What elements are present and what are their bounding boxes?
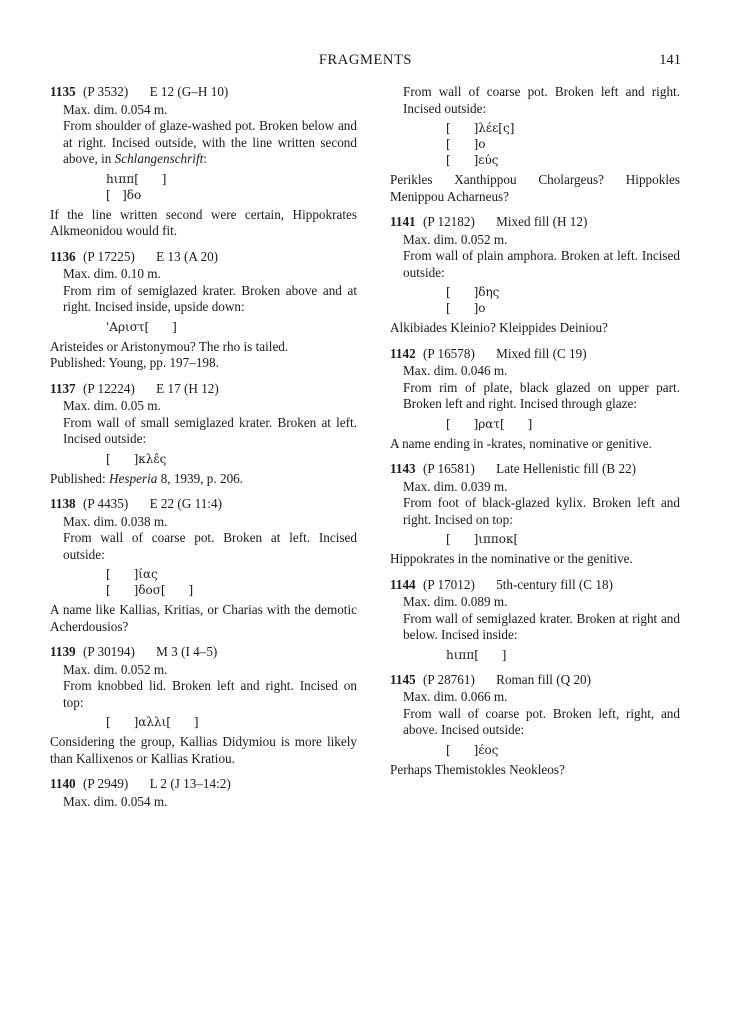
catalogue-entry-1143: [390, 461, 680, 568]
inscription: [390, 120, 680, 168]
commentary: A name like Kallias, Kritias, or Charias with the demotic Acherdousios?: [50, 602, 357, 634]
description-text: From shoulder of glaze-washed pot. Broken below and at right. Incised outside, with the line written second above, in: [63, 118, 357, 166]
publication-prefix: Published:: [50, 470, 109, 486]
description: From wall of semiglazed krater. Broken at right and below. Incised inside:: [403, 610, 680, 642]
catalogue-entry-1139: [50, 644, 357, 767]
deposit-location: M 3 (I 4–5): [156, 644, 218, 659]
inventory-number: (P 12182): [422, 214, 475, 229]
commentary: If the line written second were certain, Hippokrates Alkmeonidou would fit.: [50, 206, 357, 238]
page-header: [0, 52, 731, 74]
inscription-line: [ ]δης: [446, 285, 500, 299]
dimension: Max. dim. 0.039 m.: [403, 478, 508, 494]
inscription-line: hιππ[ ]: [106, 171, 167, 186]
catalogue-entry-1141: [390, 214, 680, 337]
inscription-line: [ ]δοσ[ ]: [106, 583, 194, 597]
right-column: [390, 84, 680, 787]
inscription: [50, 451, 357, 467]
dimension: Max. dim. 0.052 m.: [403, 231, 508, 247]
description: From wall of coarse pot. Broken left and right. Incised outside:: [403, 84, 680, 116]
inventory-number: (P 2949): [82, 776, 129, 791]
entry-heading: [50, 381, 357, 398]
catalogue-entry-1136: [50, 249, 357, 372]
description: From foot of black-glazed kylix. Broken left and right. Incised on top:: [403, 495, 680, 527]
commentary: Aristeides or Aristonymou? The rho is tailed.: [50, 338, 289, 354]
running-title: FRAGMENTS: [318, 52, 413, 68]
inscription: [390, 531, 680, 547]
deposit-location: L 2 (J 13–14:2): [149, 776, 231, 791]
inscription: [50, 171, 357, 203]
inventory-number: (P 28761): [422, 671, 475, 687]
publication-reference: [50, 471, 357, 488]
deposit-location: Mixed fill (H 12): [496, 214, 588, 229]
inventory-number: (P 16578): [422, 345, 475, 361]
inscription-line: [ ]λέε[ς]: [446, 121, 515, 135]
publication-reference: Published: Young, pp. 197–198.: [50, 355, 219, 370]
deposit-location: Mixed fill (C 19): [496, 345, 587, 361]
description: From wall of small semiglazed krater. Broken at left. Incised outside:: [63, 414, 357, 446]
entry-heading: [390, 577, 680, 594]
description-end: :: [203, 151, 207, 166]
entry-heading: [50, 644, 357, 661]
dimension: Max. dim. 0.054 m.: [63, 101, 168, 117]
commentary: Hippokrates in the nominative or the genitive.: [390, 551, 633, 566]
inventory-number: (P 30194): [82, 644, 135, 659]
description: From knobbed lid. Broken left and right. Incised on top:: [63, 678, 357, 710]
inscription-line: [ ]έος: [446, 742, 499, 757]
inventory-number: (P 17012): [422, 576, 475, 592]
inscription-line: hιππ[ ]: [446, 647, 507, 662]
entry-number: 1143: [390, 461, 416, 476]
entry-heading: [50, 776, 357, 793]
catalogue-entry-1138: [50, 496, 357, 635]
left-column: [50, 84, 357, 819]
inscription: [390, 742, 680, 758]
inscription-line: [ ]ιπποκ[: [446, 532, 519, 546]
inscription-line: 'Αριστ[ ]: [106, 319, 177, 334]
inscription: [50, 714, 357, 730]
dimension: Max. dim. 0.089 m.: [403, 594, 508, 609]
inscription: [50, 319, 357, 335]
journal-title: Hesperia: [108, 470, 158, 486]
inscription: [390, 416, 680, 432]
inscription: [50, 566, 357, 598]
commentary: Considering the group, Kallias Didymiou is more likely than Kallixenos or Kallias Kratiou.: [50, 734, 357, 766]
deposit-location: 5th-century fill (C 18): [496, 576, 613, 592]
description: From wall of coarse pot. Broken at left. Incised outside:: [63, 530, 357, 562]
inscription-line: [ ]κλε̂ς: [106, 451, 167, 466]
entry-heading: [390, 346, 680, 363]
entry-number: 1139: [50, 644, 76, 659]
catalogue-entry-1145: [390, 672, 680, 779]
inventory-number: (P 4435): [82, 496, 129, 511]
entry-heading: [50, 496, 357, 513]
entry-number: 1138: [50, 496, 76, 511]
catalogue-entry-1140: [50, 776, 357, 810]
deposit-location: Roman fill (Q 20): [496, 671, 592, 687]
deposit-location: Late Hellenistic fill (B 22): [496, 461, 637, 476]
entry-heading: [390, 672, 680, 689]
entry-number: 1140: [50, 776, 76, 791]
catalogue-entry-1142: [390, 346, 680, 453]
catalogue-entry-1137: [50, 381, 357, 488]
entry-number: 1136: [50, 248, 76, 264]
inscription-line: [ ]ο: [446, 137, 486, 151]
inscription-line: [ ]δο: [106, 187, 142, 202]
page-number: 141: [659, 52, 681, 68]
dimension: Max. dim. 0.066 m.: [403, 689, 508, 704]
entry-number: 1137: [50, 380, 76, 396]
commentary: Perikles Xanthippou Cholargeus? Hippokles Menippou Acharneus?: [390, 172, 680, 204]
catalogue-entry-1140-continued: [390, 84, 680, 205]
inventory-number: (P 16581): [422, 461, 475, 476]
inscription-line: [ ]εύς: [446, 153, 499, 167]
script-style: Schlangenschrift: [114, 151, 204, 166]
description: From wall of coarse pot. Broken left, right, and above. Incised outside:: [403, 705, 680, 737]
entry-heading: [50, 249, 357, 266]
inscription-line: [ ]ρατ[ ]: [446, 416, 533, 431]
dimension: Max. dim. 0.054 m.: [63, 793, 168, 809]
entry-number: 1135: [50, 84, 76, 99]
entry-heading: [50, 84, 357, 101]
commentary: Alkibiades Kleinio? Kleippides Deiniou?: [390, 320, 608, 335]
description: From rim of semiglazed krater. Broken above and at right. Incised inside, upside down:: [63, 282, 357, 314]
dimension: Max. dim. 0.046 m.: [403, 363, 508, 378]
inscription: [390, 284, 680, 316]
entry-number: 1141: [390, 214, 416, 229]
inventory-number: (P 17225): [82, 248, 135, 264]
commentary: A name ending in -krates, nominative or genitive.: [390, 435, 652, 451]
deposit-location: E 12 (G–H 10): [149, 84, 229, 99]
inscription-line: [ ]αλλι[ ]: [106, 715, 199, 729]
inventory-number: (P 3532): [82, 84, 129, 99]
description: From wall of plain amphora. Broken at left. Incised outside:: [403, 248, 680, 280]
entry-heading: [390, 461, 680, 478]
entry-number: 1142: [390, 345, 416, 361]
entry-number: 1144: [390, 576, 416, 592]
inventory-number: (P 12224): [82, 380, 135, 396]
entry-number: 1145: [390, 671, 416, 687]
inscription-line: [ ]ο: [446, 301, 486, 315]
deposit-location: E 13 (A 20): [156, 248, 219, 264]
dimension: Max. dim. 0.052 m.: [63, 661, 168, 677]
commentary: Perhaps Themistokles Neokleos?: [390, 761, 565, 777]
description: [50, 118, 357, 168]
publication-suffix: 8, 1939, p. 206.: [157, 470, 244, 486]
inscription: [390, 647, 680, 663]
catalogue-entry-1144: [390, 577, 680, 663]
inscription-line: [ ]ίας: [106, 567, 158, 581]
entry-heading: [390, 214, 680, 231]
description: From rim of plate, black glazed on upper part. Broken left and right. Incised through glaze:: [403, 379, 680, 411]
deposit-location: E 22 (G 11:4): [149, 496, 222, 511]
catalogue-entry-1135: [50, 84, 357, 240]
dimension: Max. dim. 0.038 m.: [63, 513, 168, 529]
dimension: Max. dim. 0.05 m.: [63, 398, 161, 413]
dimension: Max. dim. 0.10 m.: [63, 266, 161, 281]
deposit-location: E 17 (H 12): [156, 380, 219, 396]
